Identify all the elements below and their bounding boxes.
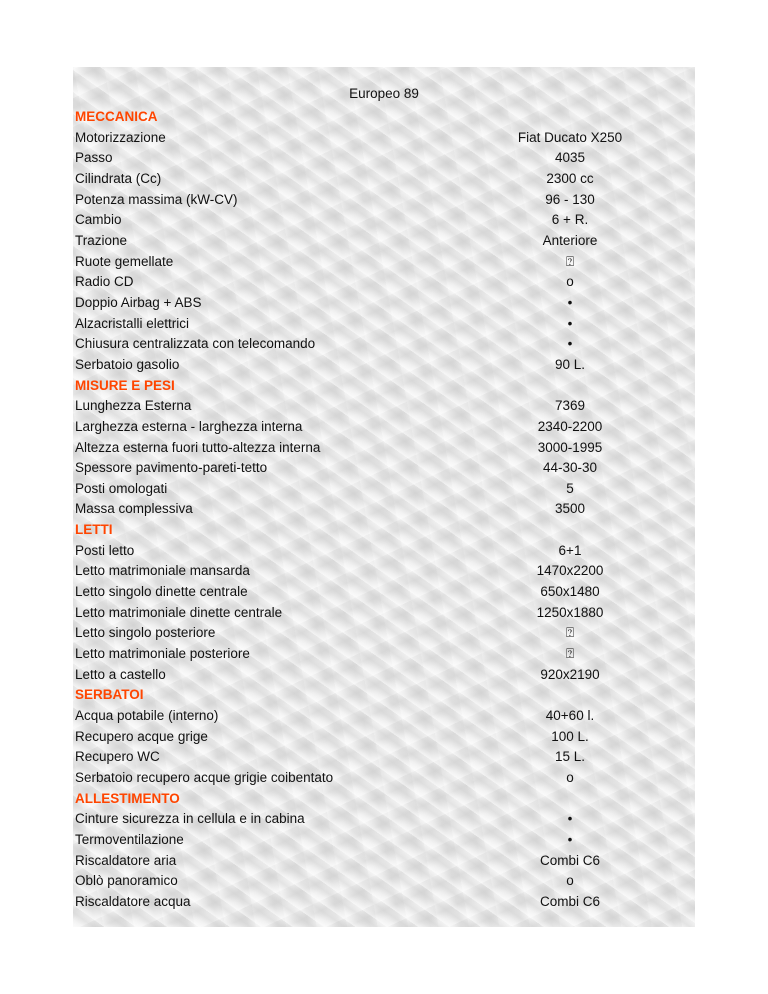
- table-row: [75, 603, 695, 624]
- table-row: [75, 747, 695, 768]
- row-value: o: [566, 873, 574, 889]
- row-label: Acqua potabile (interno): [75, 708, 219, 724]
- row-label: Spessore pavimento-pareti-tetto: [75, 460, 268, 476]
- row-value: o: [566, 770, 574, 785]
- section-heading-serbatoi: SERBATOI: [75, 687, 144, 703]
- row-label: Letto matrimoniale mansarda: [75, 563, 250, 579]
- row-value: 40+60 l.: [545, 708, 595, 724]
- row-value: 15 L.: [554, 749, 586, 765]
- table-row: [75, 355, 695, 376]
- row-value: 1250x1880: [536, 604, 604, 620]
- table-row: [75, 561, 695, 582]
- table-row: [75, 293, 695, 314]
- row-value: 44-30-30: [542, 460, 598, 476]
- row-label: Cambio: [75, 212, 122, 228]
- row-label: Ruote gemellate: [75, 253, 174, 269]
- row-value: 4035: [554, 150, 586, 166]
- row-label: Letto singolo dinette centrale: [75, 584, 248, 600]
- row-label: Letto a castello: [75, 666, 166, 682]
- row-label: Motorizzazione: [75, 129, 166, 145]
- table-row: [75, 851, 695, 872]
- row-value-bullet: •: [567, 294, 573, 310]
- row-value-missing-glyph: ⍰: [565, 625, 575, 641]
- row-label: Larghezza esterna - larghezza interna: [75, 418, 303, 434]
- row-label: Recupero WC: [75, 749, 160, 765]
- row-value: 2300 cc: [546, 170, 594, 186]
- row-value-bullet: •: [567, 811, 573, 827]
- table-row: [75, 272, 695, 293]
- table-row: [75, 582, 695, 603]
- row-value: 650x1480: [540, 584, 600, 600]
- row-value: 6 + R.: [551, 212, 589, 228]
- table-row: [75, 727, 695, 748]
- row-label: Posti letto: [75, 542, 135, 558]
- row-label: Recupero acque grige: [75, 728, 208, 744]
- table-row: [75, 231, 695, 252]
- table-row: [75, 458, 695, 479]
- table-row: [75, 644, 695, 665]
- row-label: Lunghezza Esterna: [75, 398, 192, 414]
- row-value: Combi C6: [539, 893, 601, 909]
- row-value: Anteriore: [542, 232, 598, 248]
- table-row: [75, 768, 695, 789]
- row-label: Riscaldatore aria: [75, 852, 177, 868]
- row-label: Radio CD: [75, 274, 134, 290]
- document-title: Europeo 89: [349, 86, 419, 101]
- row-label: Passo: [75, 150, 113, 166]
- row-value: Fiat Ducato X250: [517, 129, 623, 145]
- row-value: 100 L.: [551, 728, 589, 744]
- table-row: [75, 892, 695, 913]
- table-row: [75, 499, 695, 520]
- row-label: Letto matrimoniale posteriore: [75, 646, 250, 662]
- section-heading-letti: LETTI: [75, 522, 113, 538]
- row-label: Posti omologati: [75, 480, 168, 496]
- row-value: 920x2190: [540, 666, 600, 682]
- row-label: Letto matrimoniale dinette centrale: [75, 604, 283, 620]
- row-label: Letto singolo posteriore: [75, 625, 216, 641]
- table-row: [75, 314, 695, 335]
- spec-table: [75, 107, 695, 913]
- table-row: [75, 438, 695, 459]
- section-heading-misure-e-pesi: MISURE E PESI: [75, 377, 175, 393]
- row-label: Doppio Airbag + ABS: [75, 294, 202, 310]
- row-value-bullet: •: [567, 831, 573, 847]
- row-value: o: [566, 274, 574, 290]
- row-label: Serbatoio gasolio: [75, 356, 180, 372]
- row-label: Altezza esterna fuori tutto-altezza interna: [75, 439, 321, 455]
- row-value: 5: [566, 480, 574, 496]
- row-label: Cinture sicurezza in cellula e in cabina: [75, 811, 305, 827]
- table-row: [75, 706, 695, 727]
- table-row: [75, 541, 695, 562]
- row-value: 3500: [554, 501, 586, 517]
- table-row: [75, 809, 695, 830]
- table-row: [75, 479, 695, 500]
- table-row: [75, 169, 695, 190]
- table-row: [75, 128, 695, 149]
- table-row: [75, 252, 695, 273]
- table-row: [75, 871, 695, 892]
- row-value: 3000-1995: [537, 439, 603, 455]
- spec-sheet: [73, 67, 695, 927]
- row-value-missing-glyph: ⍰: [565, 646, 575, 662]
- row-value: 6+1: [558, 542, 582, 558]
- row-value: 90 L.: [554, 356, 586, 372]
- row-label: Chiusura centralizzata con telecomando: [75, 336, 316, 352]
- row-value: 7369: [554, 398, 586, 414]
- table-row: [75, 190, 695, 211]
- row-label: Trazione: [75, 232, 128, 248]
- row-value: 1470x2200: [536, 563, 604, 579]
- row-value-bullet: •: [567, 315, 573, 331]
- table-row: [75, 210, 695, 231]
- table-row: [75, 665, 695, 686]
- row-label: Massa complessiva: [75, 501, 193, 517]
- table-row: [75, 396, 695, 417]
- row-value-missing-glyph: ⍰: [565, 253, 575, 269]
- row-label: Potenza massima (kW-CV): [75, 191, 238, 207]
- row-label: Oblò panoramico: [75, 873, 178, 889]
- table-row: [75, 830, 695, 851]
- row-label: Alzacristalli elettrici: [75, 315, 190, 331]
- table-row: [75, 334, 695, 355]
- section-heading-meccanica: MECCANICA: [75, 109, 158, 124]
- row-value: 96 - 130: [545, 191, 595, 207]
- table-row: [75, 148, 695, 169]
- row-value-bullet: •: [567, 336, 573, 352]
- row-label: Riscaldatore acqua: [75, 893, 191, 909]
- table-row: [75, 623, 695, 644]
- row-label: Cilindrata (Cc): [75, 170, 162, 186]
- row-label: Serbatoio recupero acque grigie coibentato: [75, 770, 334, 785]
- table-row: [75, 417, 695, 438]
- row-value: 2340-2200: [537, 418, 603, 434]
- row-value: Combi C6: [539, 852, 601, 868]
- row-label: Termoventilazione: [75, 831, 184, 847]
- section-heading-allestimento: ALLESTIMENTO: [75, 790, 180, 806]
